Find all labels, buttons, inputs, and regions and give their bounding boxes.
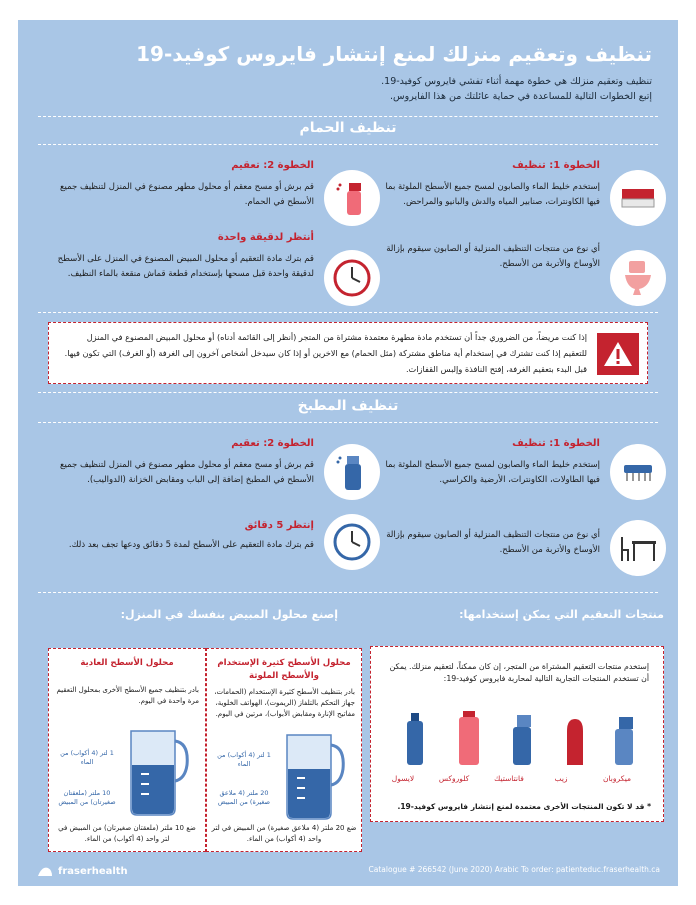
warning-text: إذا كنت مريضاً، من الضروري جداً أن تستخدم مادة مطهرة معتمدة مشتراة من المتجر (أنظر إلى القائمة أدناه) أو محلول المبيض المصنوع في المنزل للتعقيم إذا كنت تشترك في إستخدام أية مناطق مشتركة (مثل الحمام) مع الاخرين أو إذا كان سيدخل أشخاص آخرون إلى الغرفة (أو الغرف) التي تكون فيها. قبل البدء بتعقيم الغرفة، إفتح النافذة وإلبس القفازات.	[64, 332, 587, 374]
product-name-1: ميكروبان	[602, 774, 632, 783]
divider	[38, 392, 658, 393]
product-name-5: لايسول	[391, 774, 415, 783]
divider	[38, 144, 658, 145]
sponge-icon	[610, 170, 666, 226]
fraserhealth-logo	[36, 864, 128, 878]
clorox-bottle-icon	[459, 711, 479, 765]
clock-icon	[324, 250, 380, 306]
kitchen-wait-title: إنتظر 5 دقائق	[244, 520, 314, 531]
scrub-brush-icon	[610, 444, 666, 500]
clock-icon	[324, 514, 380, 570]
divider	[38, 116, 658, 117]
page-title: تنظيف وتعقيم منزلك لمنع إنتشار فايروس كوفيد-19	[136, 42, 652, 66]
logo-icon	[36, 864, 54, 878]
product-name-3: فانتاستيك	[494, 774, 524, 783]
bathroom-step2-text: قم برش أو مسح معقم أو محلول مطهر مصنوع في المنزل لتنظيف جميع الأسطح في الحمام.	[59, 182, 314, 207]
spray-bottle-icon	[324, 170, 380, 226]
product-name-2: زيب	[554, 774, 568, 783]
toilet-icon	[610, 250, 666, 306]
bathroom-step1b-text: أي نوع من منتجات التنظيف المنزلية أو الصابون سيقوم بإزالة الأوساخ والأتربة من الأسطح.	[386, 244, 600, 269]
warning-icon	[597, 333, 639, 375]
kitchen-step1-title: الخطوة 1: تنظيف	[512, 438, 600, 449]
kitchen-step1b-text: أي نوع من منتجات التنظيف المنزلية أو الصابون سيقوم بإزالة الأوساخ والأتربة من الأسطح.	[386, 530, 600, 555]
frequent-bleach-label: 20 ملتر (4 ملاعق صغيرة) من المبيض	[217, 789, 271, 806]
kitchen-wait-text: قم بترك مادة التعقيم على الأسطح لمدة 5 دقائق ودعها تجف بعد ذلك.	[68, 540, 314, 550]
intro-line-1: تنظيف وتعقيم منزلك هي خطوة مهمة أثناء تفشي فايروس كوفيد-19.	[381, 76, 652, 87]
frequent-water-label: 1 لتر (4 أكواب) من الماء	[217, 751, 271, 768]
product-name-4: كلوروكس	[438, 774, 470, 783]
products-desc: إستخدم منتجات التعقيم المشتراة من المتجر، إن كان ممكناً، لتعقيم منزلك. يمكن أن تستخدم المنتجات التجارية التالية لمحاربة فايروس كوفيد-19:	[389, 662, 649, 683]
poster	[18, 20, 678, 886]
frequent-title: محلول الأسطح كثيرة الإستخدام والأسطح الملوثة	[217, 658, 351, 681]
regular-solution-box	[48, 648, 206, 852]
bathroom-wait-text: قم بترك مادة التعقيم أو محلول المبيض المصنوع في المنزل على الأسطح لدقيقة واحدة قبل مسحها بإستخدام قطعة قماش منقعة بالماء النظيف.	[57, 254, 314, 279]
intro-line-2: إتبع الخطوات التالية للمساعدة في حماية عائلتك من هذا الفايروس.	[390, 91, 652, 102]
frequent-desc: بادر بتنظيف الأسطح كثيرة الإستخدام (الحمامات، جهاز التحكم بالتلفاز (الريموت)، الهواتف الخلوية، مفاتيح الإنارة ومقابض الأبواب)، مرتين في اليوم.	[214, 688, 355, 718]
homemade-heading: إصنع محلول المبيض بنفسك في المنزل:	[120, 608, 338, 621]
kitchen-step2-title: الخطوة 2: تعقيم	[231, 438, 314, 449]
products-panel	[370, 646, 664, 822]
bathroom-step2-title: الخطوة 2: تعقيم	[231, 160, 314, 171]
kitchen-heading: تنظيف المطبخ	[297, 398, 399, 414]
bathroom-step1-text: إستخدم خليط الماء والصابون لمسح جميع الأسطح الملوثة بما فيها الكاونترات، صنابير المياه والدش والبانيو والمراحض.	[385, 182, 600, 207]
intro	[52, 74, 652, 104]
divider	[38, 312, 658, 313]
bathroom-heading: تنظيف الحمام	[299, 120, 397, 136]
regular-bleach-label: 10 ملتر (ملعقتان صغيرتان) من المبيض	[58, 789, 116, 806]
regular-recipe: ضع 10 ملتر (ملعقتان صغيرتان) من المبيض في لتر واحد (4 أكواب) من الماء.	[58, 824, 196, 843]
lysol-bottle-icon	[407, 713, 423, 765]
regular-desc: بادر بتنظيف جميع الأسطح الأخرى بمحلول التعقيم مرة واحدة في اليوم.	[56, 686, 199, 705]
regular-water-label: 1 لتر (4 أكواب) من الماء	[60, 749, 114, 766]
zep-bottle-icon	[567, 719, 583, 765]
frequent-recipe: ضع 20 ملتر (4 ملاعق صغيرة) من المبيض في لتر واحد (4 أكواب) من الماء.	[211, 824, 357, 843]
warning-box	[48, 322, 648, 384]
jug-icon	[125, 725, 195, 817]
kitchen-step2-text: قم برش أو مسح معقم أو محلول مطهر مصنوع في المنزل لتنظيف جميع الأسطح في المطبخ إضافة إلى الباب ومقابض الخزانة (الدواليب).	[59, 460, 314, 485]
kitchen-step1-text: إستخدم خليط الماء والصابون لمسح جميع الأسطح الملوثة بما فيها الطاولات، الكاونترات، الأرضية والكراسي.	[385, 460, 600, 485]
footer-catalog: Catalogue # 266542 (June 2020) Arabic To order: patienteduc.fraserhealth.ca	[368, 865, 660, 874]
product-bottles	[381, 707, 651, 773]
table-chair-icon	[610, 520, 666, 576]
microban-bottle-icon	[615, 717, 633, 765]
frequent-solution-box	[206, 648, 362, 852]
disinfect-spray-icon	[324, 444, 380, 500]
fantastik-bottle-icon	[513, 715, 531, 765]
regular-title: محلول الأسطح العادية	[80, 658, 174, 668]
bathroom-wait-title: أنتظر لدقيقة واحدة	[217, 232, 314, 243]
jug-icon	[281, 729, 351, 821]
divider	[38, 592, 658, 593]
logo-text: fraserhealth	[58, 865, 128, 877]
bathroom-step1-title: الخطوة 1: تنظيف	[512, 160, 600, 171]
products-note: * قد لا تكون المنتجات الأخرى معتمدة لمنع إنتشار فايروس كوفيد-19.	[397, 802, 651, 811]
products-heading: منتجات التعقيم التي يمكن إستخدامها:	[459, 608, 664, 621]
divider	[38, 422, 658, 423]
